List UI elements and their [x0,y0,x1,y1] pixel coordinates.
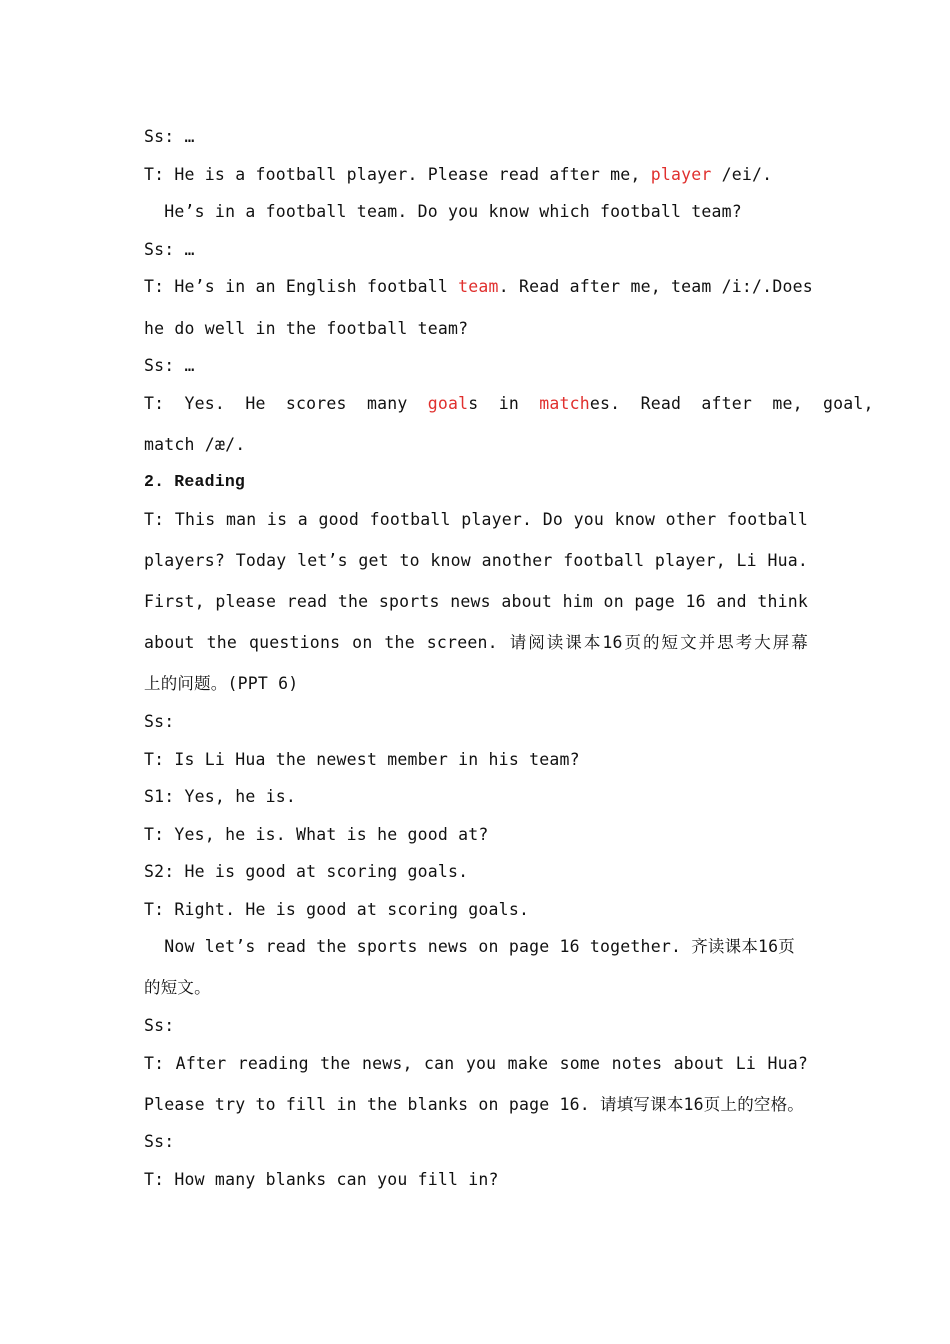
section-heading-reading: 2. Reading [144,472,246,491]
line-student-answer: S1: Yes, he is. [144,787,297,806]
line-teacher-team-question: He’s in a football team. Do you know which football team? [144,202,742,221]
line-teacher-player [144,164,808,186]
line-students-response: Ss: [144,712,175,731]
line-teacher-goals [144,393,874,415]
highlight-word-team: team [458,277,499,296]
text: /ei/. [711,165,773,184]
line-students-response: Ss: [144,1132,175,1151]
line-student-answer: S2: He is good at scoring goals. [144,862,469,881]
text: T: He is a football player. Please read after me, [144,165,651,184]
text: es. Read after me, goal, [589,394,874,413]
paragraph-line: T: This man is a good football player. Do you know other football [144,510,808,529]
highlight-word-player: player [650,165,712,184]
text: s in [468,394,540,413]
line-students-response: Ss: … [144,127,195,146]
text: T: He’s in an English football [144,277,459,296]
line-students-response: Ss: … [144,240,195,259]
line-teacher-team-cont: he do well in the football team? [144,319,469,338]
line-teacher-statement: T: Right. He is good at scoring goals. [144,900,530,919]
paragraph-line: about the questions on the screen. 请阅读课本16页的短文并思考大屏幕 [144,633,808,652]
line-students-response: Ss: [144,1016,175,1035]
line-teacher-goals-cont: match /æ/. [144,435,246,454]
paragraph-line: First, please read the sports news about him on page 16 and think [144,592,808,611]
line-teacher-question: T: How many blanks can you fill in? [144,1170,499,1189]
text: . Read after me, team /i:/.Does [498,277,813,296]
paragraph-line: 的短文。 [144,978,211,997]
line-teacher-question: T: Is Li Hua the newest member in his team? [144,750,580,769]
text: T: Yes. He scores many [144,394,428,413]
line-students-response: Ss: … [144,356,195,375]
highlight-word-goal: goal [427,394,469,413]
line-teacher-team [144,276,813,298]
paragraph-line: Now let’s read the sports news on page 16 together. 齐读课本16页 [144,937,795,956]
paragraph-line: T: After reading the news, can you make some notes about Li Hua? [144,1054,808,1073]
line-teacher-question: T: Yes, he is. What is he good at? [144,825,489,844]
paragraph-line: Please try to fill in the blanks on page 16. 请填写课本16页上的空格。 [144,1095,804,1114]
highlight-word-match: match [539,394,590,413]
paragraph-line: 上的问题。(PPT 6) [144,674,299,693]
paragraph-line: players? Today let’s get to know another football player, Li Hua. [144,551,808,570]
